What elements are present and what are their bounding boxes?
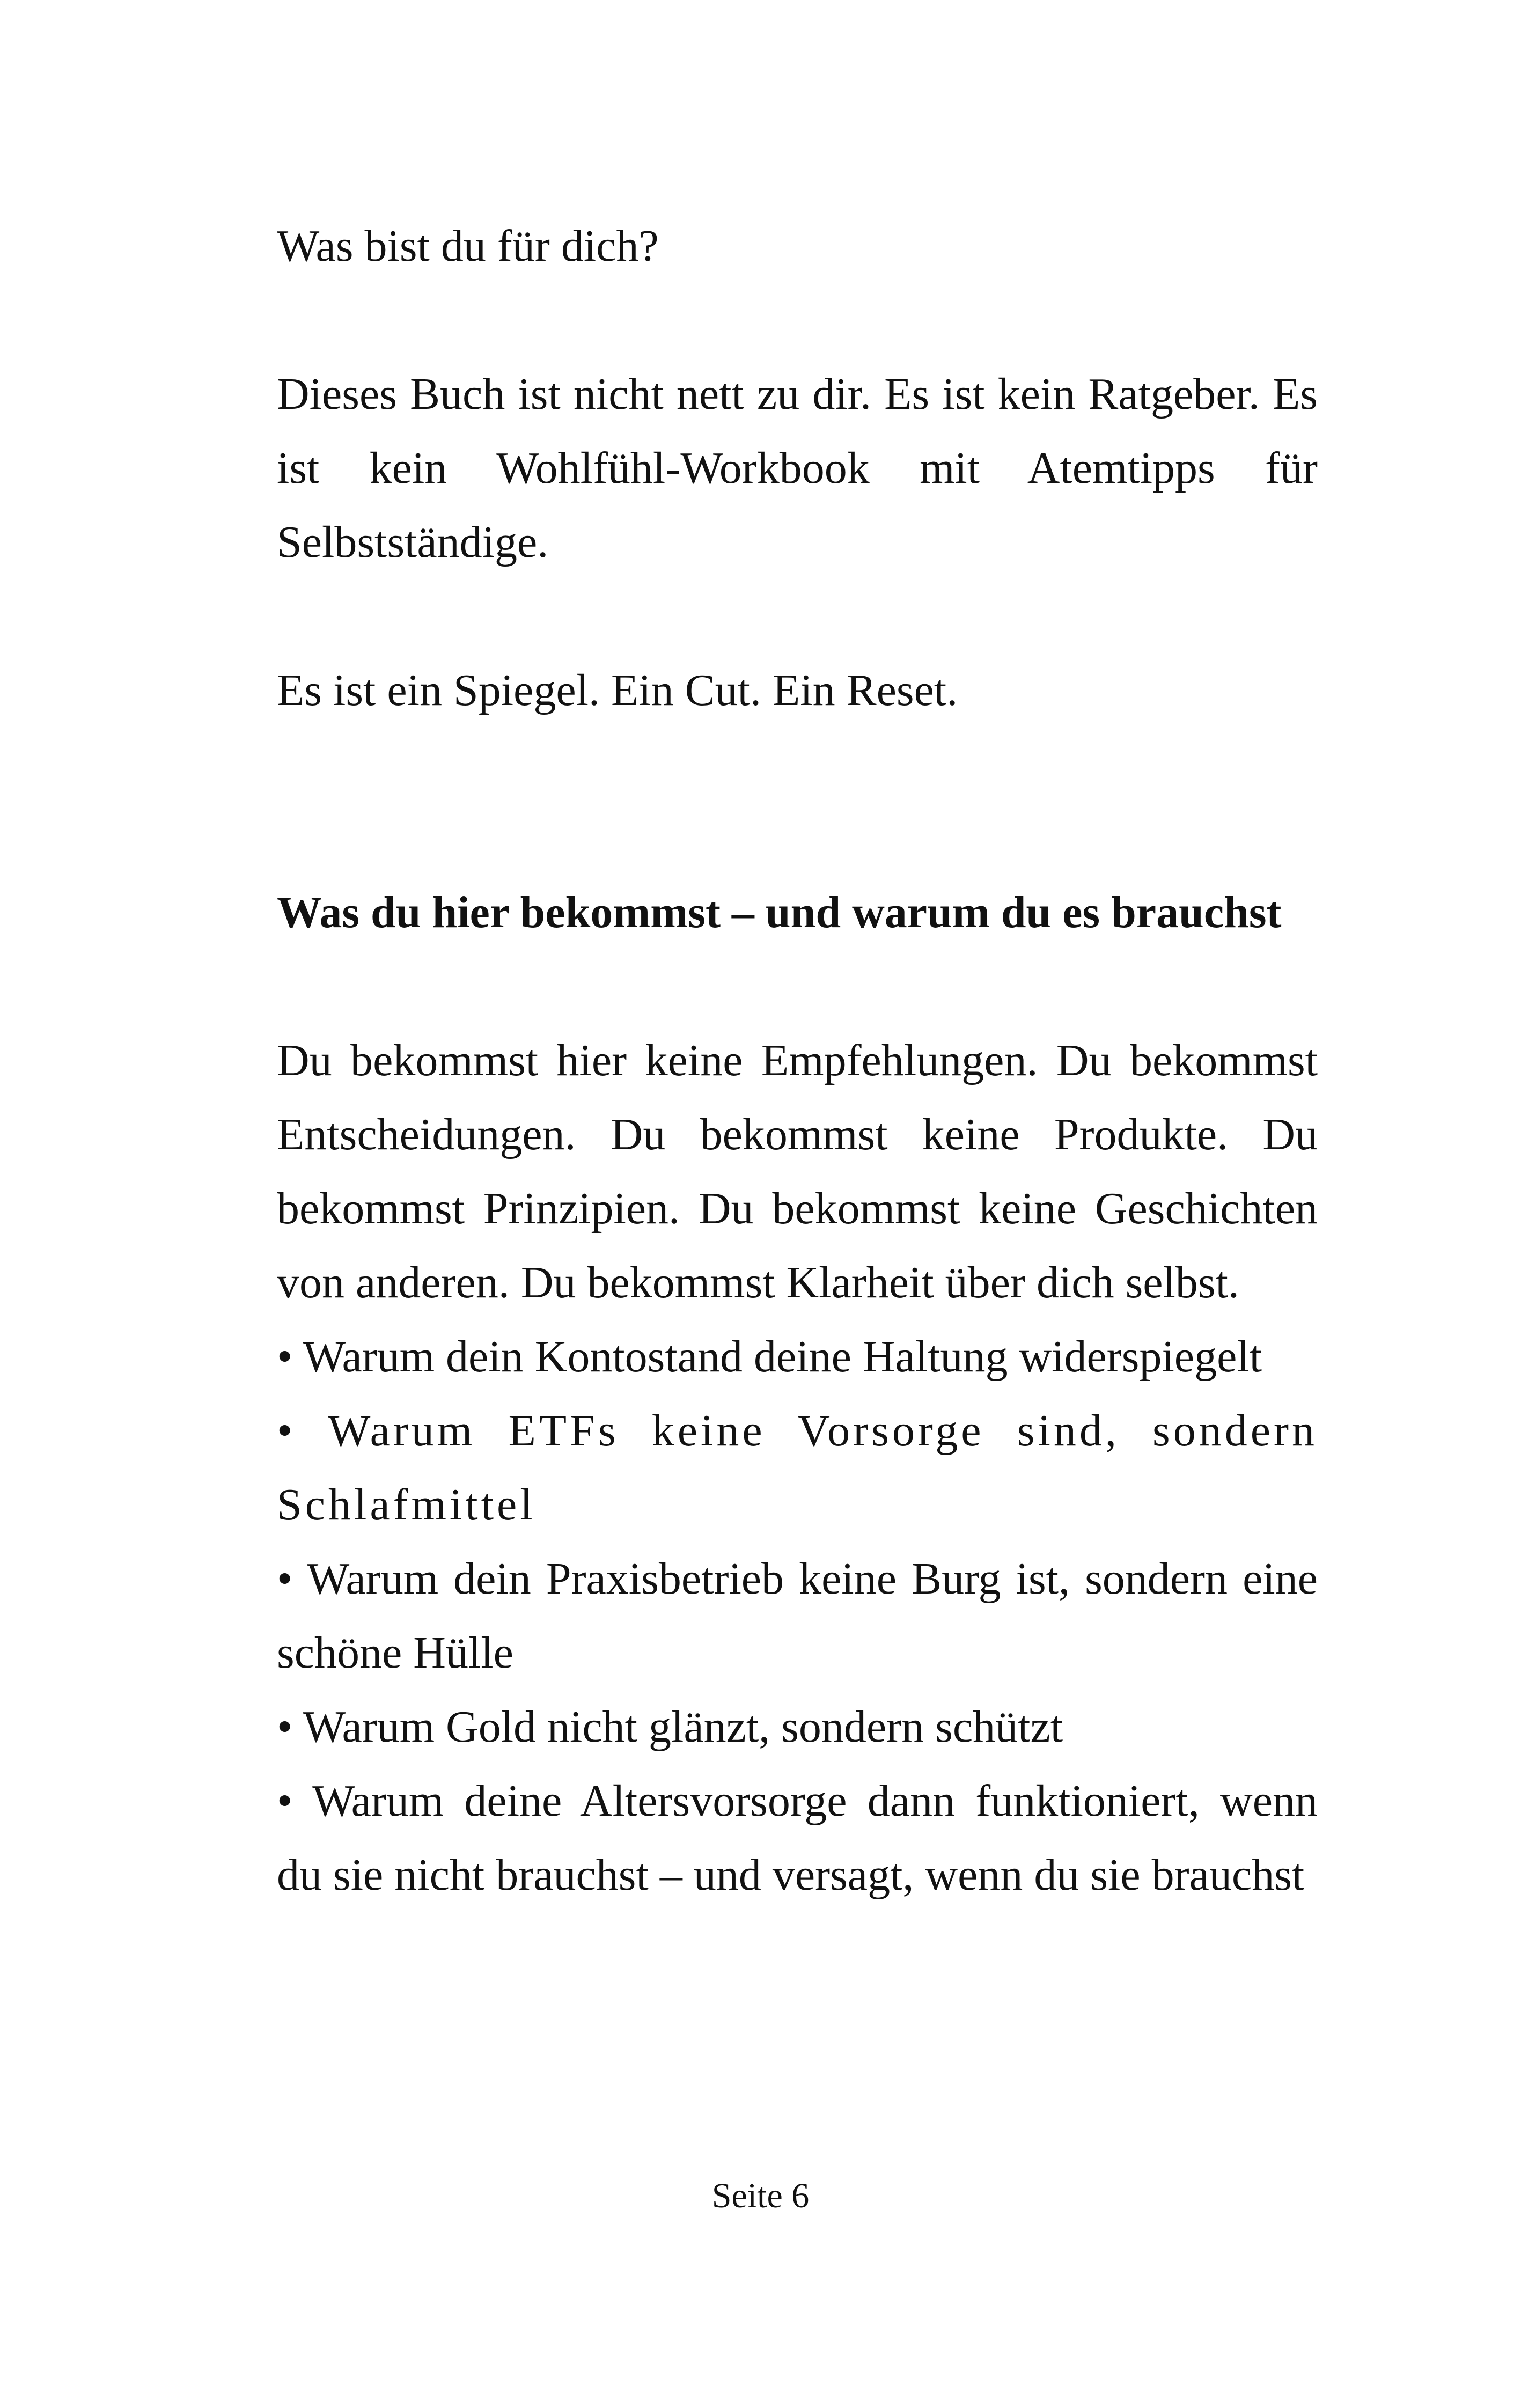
spacer xyxy=(277,283,1318,357)
spacer xyxy=(277,579,1318,654)
bullet-item: • Warum dein Kontostand deine Haltung widerspiegelt xyxy=(277,1332,1262,1382)
bullet-item: • Warum Gold nicht glänzt, sondern schützt xyxy=(277,1702,1063,1752)
spacer xyxy=(277,950,1318,1024)
section-body-paragraph: Du bekommst hier keine Empfehlungen. Du bekommst Entscheidungen. Du bekommst keine Produkte. Du bekommst Prinzipien. Du bekommst keine Geschichten von anderen. Du bekommst Klarheit über dich selbst. xyxy=(277,1036,1318,1308)
bullet-item: • Warum deine Altersvorsorge dann funktioniert, wenn du sie nicht brauchst – und versagt, wenn du sie brauchst xyxy=(277,1776,1318,1900)
bullet-item: • Warum dein Praxisbetrieb keine Burg ist, sondern eine schöne Hülle xyxy=(277,1554,1318,1678)
mirror-paragraph: Es ist ein Spiegel. Ein Cut. Ein Reset. xyxy=(277,665,958,715)
intro-paragraph: Dieses Buch ist nicht nett zu dir. Es ist kein Ratgeber. Es ist kein Wohlfühl-Workbook mit Atemtipps für Selbstständige. xyxy=(277,369,1318,567)
spacer xyxy=(277,728,1318,876)
bullet-item: • Warum ETFs keine Vorsorge sind, sondern Schlafmittel xyxy=(277,1406,1318,1530)
page-number: Seite 6 xyxy=(711,2176,810,2215)
opening-question: Was bist du für dich? xyxy=(277,221,659,271)
text-column xyxy=(277,209,1318,1912)
section-heading: Was du hier bekommst – und warum du es brauchst xyxy=(277,887,1282,937)
